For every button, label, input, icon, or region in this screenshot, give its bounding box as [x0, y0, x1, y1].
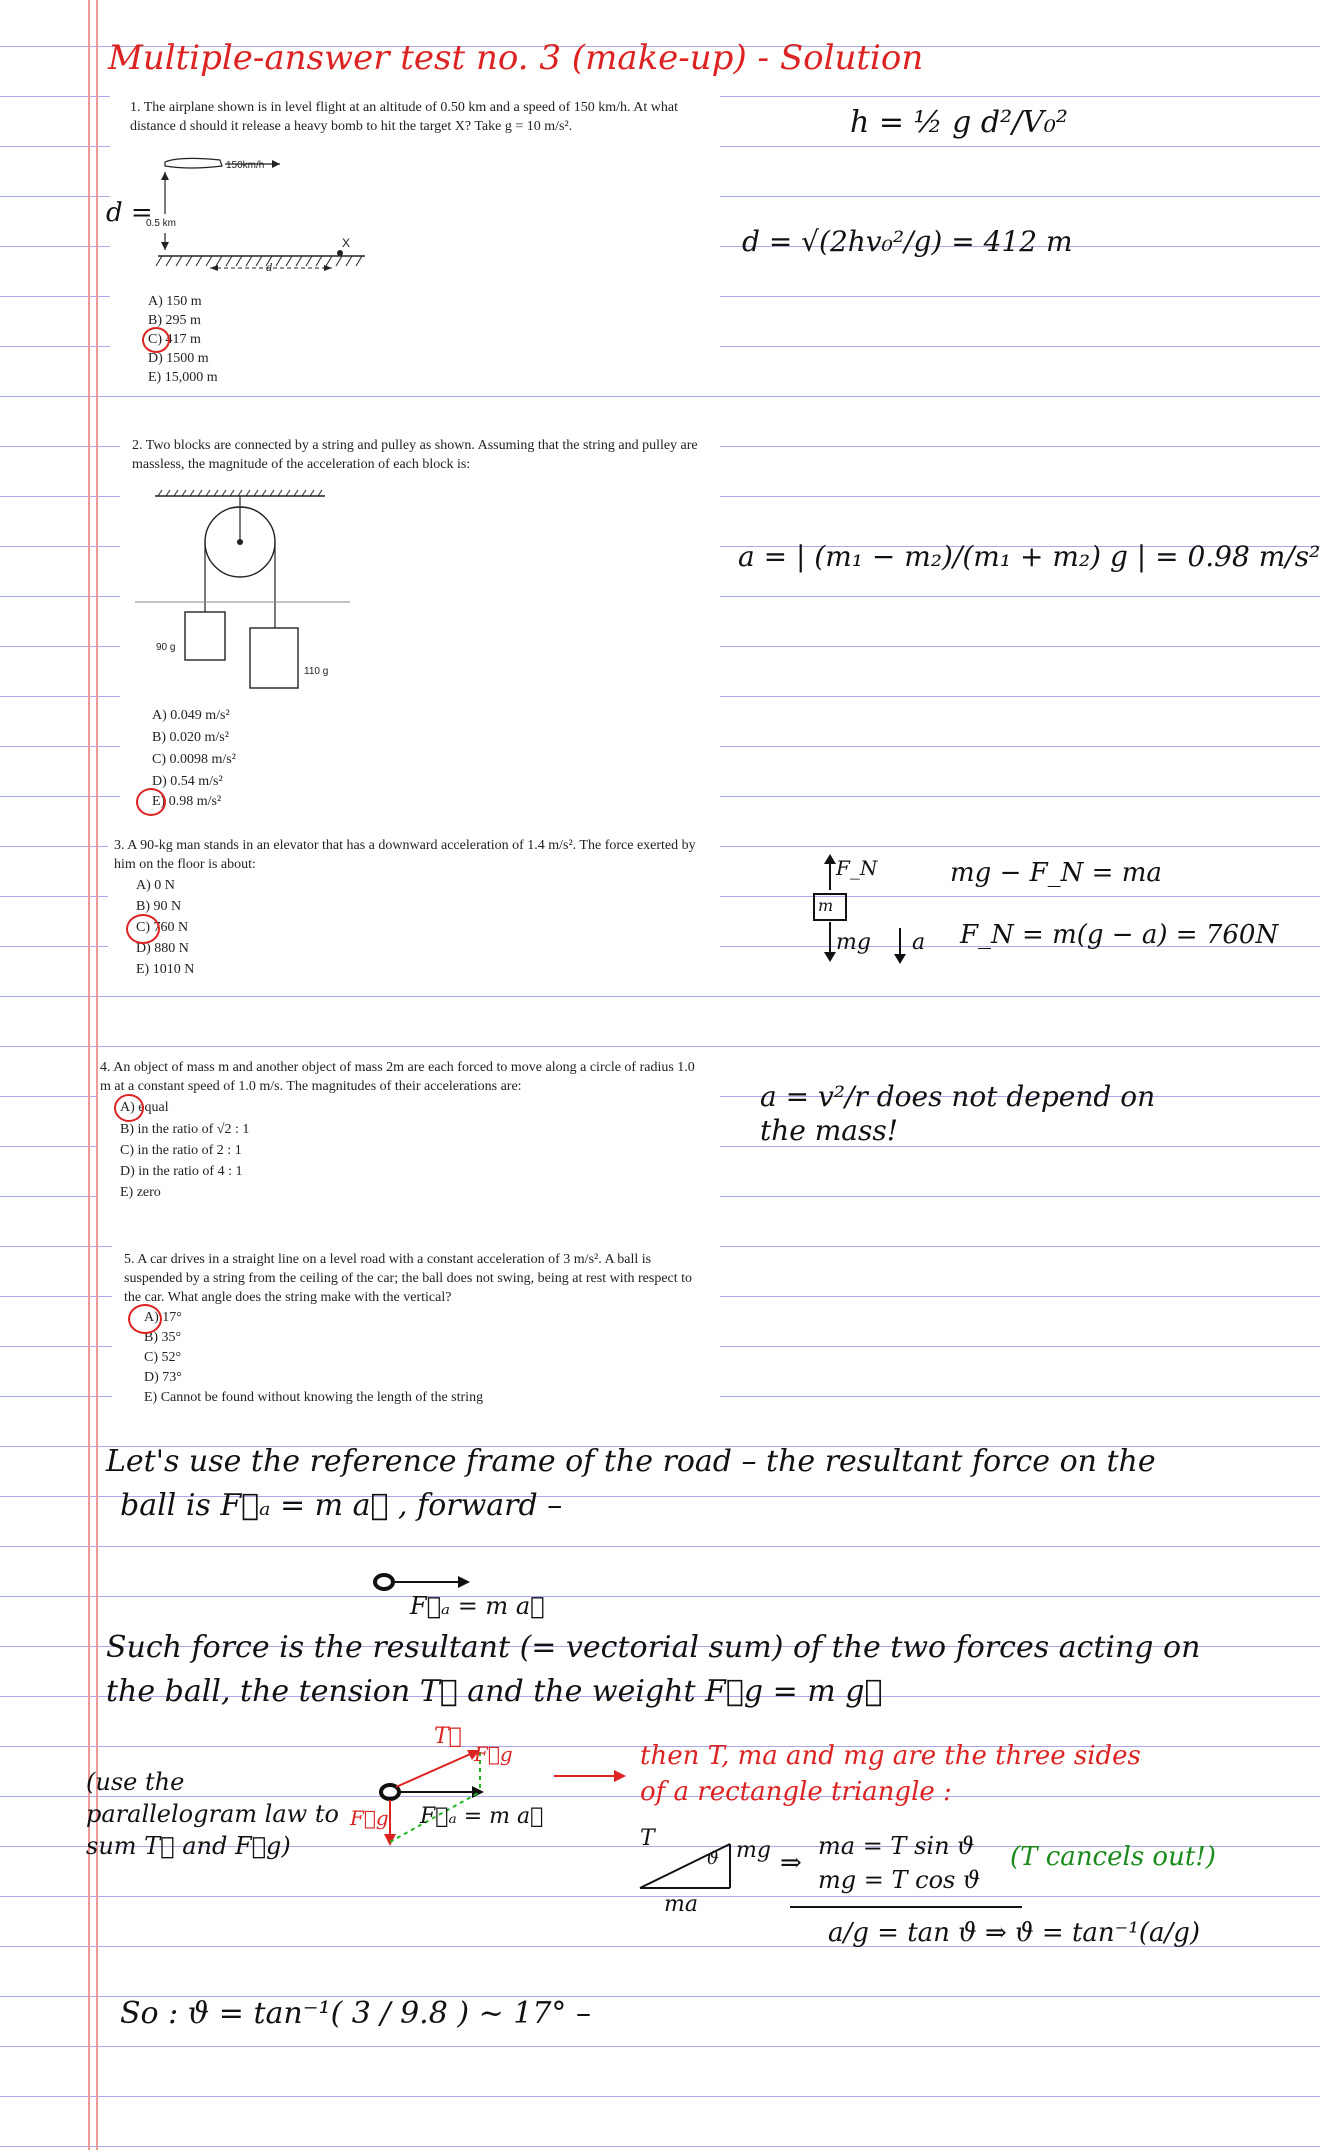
q3-solution-eq-2: F_N = m(g − a) = 760N — [960, 920, 1279, 950]
final-answer: So : ϑ = tan⁻¹( 3 / 9.8 ) ~ 17° – — [120, 1996, 591, 2031]
q4-option-b: B) in the ratio of √2 : 1 — [120, 1122, 250, 1137]
triangle-T-label: T — [640, 1826, 655, 1851]
q3-option-d: D) 880 N — [136, 941, 189, 956]
solution5-line-2: ball is F⃗ₐ = m a⃗ , forward – — [120, 1488, 563, 1523]
q3-fbd-accel-label: a — [912, 930, 926, 955]
q3-fbd-mass-label: m — [818, 896, 834, 915]
q3-option-a: A) 0 N — [136, 878, 175, 893]
page-title: Multiple-answer test no. 3 (make-up) - Solution — [108, 38, 924, 78]
question-2-text: 2. Two blocks are connected by a string and pulley as shown. Assuming that the string and pulley are massless, the magnitude of the acceleration of each block is: — [132, 438, 698, 472]
q3-fbd-weight-label: mg — [836, 930, 871, 955]
airplane-icon — [165, 158, 222, 168]
fig-speed-label: 150km/h — [226, 160, 265, 171]
diag-weight-label-left: F⃗g — [350, 1806, 389, 1830]
parallelogram-note: (use the parallelogram law to sum T⃗ and F⃗g) — [86, 1768, 339, 1860]
q4-option-c: C) in the ratio of 2 : 1 — [120, 1143, 242, 1158]
diag-tension-label: T⃗ — [434, 1724, 462, 1749]
fig-mass-1-label: 90 g — [156, 642, 176, 653]
q3-option-c: C) 760 N — [136, 920, 189, 935]
pulley-figure — [150, 490, 370, 710]
q3-answer-circle — [126, 914, 160, 944]
q4-answer-circle — [114, 1094, 144, 1122]
triangle-mg-label: mg — [736, 1838, 771, 1863]
q3-option-e: E) 1010 N — [136, 962, 195, 977]
q2-option-c: C) 0.0098 m/s² — [152, 752, 236, 767]
fig-mass-2-label: 110 g — [304, 666, 329, 677]
q1-option-e: E) 15,000 m — [148, 370, 218, 385]
q2-solution: a = | (m₁ − m₂)/(m₁ + m₂) g | = 0.98 m/s² — [738, 540, 1320, 573]
implies-arrow: ⇒ — [780, 1848, 802, 1878]
resultant-force-label: F⃗ₐ = m a⃗ — [410, 1592, 545, 1620]
fig-distance-label: d — [266, 260, 272, 274]
red-arrow — [550, 1766, 630, 1786]
solution5-line-1: Let's use the reference frame of the road – the resultant force on the — [106, 1444, 1156, 1479]
q2-answer-circle — [136, 788, 166, 816]
q4-option-a: A) equal — [120, 1100, 169, 1115]
question-4-panel — [98, 1054, 720, 1206]
cancels-note: (T cancels out!) — [1010, 1842, 1216, 1872]
q5-answer-circle — [128, 1304, 162, 1334]
q1-solution-height: h = ½ g d²/V₀² — [850, 105, 1068, 140]
q1-option-b: B) 295 m — [148, 313, 201, 328]
fig-target-label: X — [342, 236, 351, 250]
q5-option-d: D) 73° — [144, 1370, 182, 1385]
equation-ma: ma = T sin ϑ — [818, 1832, 975, 1860]
fig-altitude-label: 0.5 km — [146, 214, 176, 233]
q2-option-e: E) 0.98 m/s² — [152, 794, 222, 809]
q5-option-c: C) 52° — [144, 1350, 182, 1365]
q3-option-b: B) 90 N — [136, 899, 182, 914]
diag-weight-label-top: F⃗g — [474, 1742, 513, 1766]
q1-option-c: C) 417 m — [148, 332, 201, 347]
equation-divider — [790, 1906, 1022, 1908]
q3-solution-eq-1: mg − F_N = ma — [950, 858, 1162, 888]
solution5-line-4: the ball, the tension T⃗ and the weight F⃗g = m g⃗ — [106, 1674, 883, 1709]
q1-option-d: D) 1500 m — [148, 351, 209, 366]
q4-option-e: E) zero — [120, 1185, 161, 1200]
q5-option-b: B) 35° — [144, 1330, 182, 1345]
question-5-panel — [112, 1246, 720, 1408]
q4-option-d: D) in the ratio of 4 : 1 — [120, 1164, 243, 1179]
q1-option-a: A) 150 m — [148, 294, 202, 309]
q5-option-a: A) 17° — [144, 1310, 182, 1325]
question-1-text: 1. The airplane shown is in level flight at an altitude of 0.50 km and a speed of 150 km/h. At what distance d should it release a heavy bomb to hit the target X? Take g = 10 m/s². — [130, 100, 678, 134]
triangle-theta-label: ϑ — [706, 1848, 719, 1869]
question-2-panel — [120, 430, 720, 810]
q3-fbd-normal-label: F_N — [836, 856, 878, 880]
question-3-panel — [108, 830, 720, 980]
question-4-text: 4. An object of mass m and another object of mass 2m are each forced to move along a circle of radius 1.0 m at a constant speed of 1.0 m/s. The magnitudes of their accelerations are: — [100, 1060, 695, 1094]
triangle-ma-label: ma — [664, 1892, 698, 1917]
q1-hand-d: d = — [106, 198, 153, 228]
question-5-text: 5. A car drives in a straight line on a level road with a constant acceleration of 3 m/s². A ball is suspended by a string from the ceiling of the car; the ball does not swing, being at rest with respect to the car. What angle does the string make with the vertical? — [124, 1252, 693, 1305]
q1-answer-circle — [142, 327, 170, 353]
q1-solution-distance: d = √(2hv₀²/g) = 412 m — [742, 225, 1073, 258]
diag-resultant-label: F⃗ₐ = m a⃗ — [420, 1804, 544, 1829]
equation-mg: mg = T cos ϑ — [818, 1866, 981, 1894]
block-90g — [185, 612, 225, 660]
q5-option-e: E) Cannot be found without knowing the length of the string — [144, 1390, 484, 1405]
question-3-text: 3. A 90-kg man stands in an elevator that has a downward acceleration of 1.4 m/s². The force exerted by him on the floor is about: — [114, 838, 696, 872]
q2-option-a: A) 0.049 m/s² — [152, 708, 230, 723]
question-1-panel — [110, 92, 720, 388]
solution5-line-3: Such force is the resultant (= vectorial sum) of the two forces acting on — [106, 1630, 1201, 1665]
q2-option-b: B) 0.020 m/s² — [152, 730, 229, 745]
q4-solution: a = v²/r does not depend on the mass! — [760, 1080, 1156, 1147]
q2-option-d: D) 0.54 m/s² — [152, 774, 223, 789]
triangle-note: then T, ma and mg are the three sides of a rectangle triangle : — [640, 1741, 1141, 1807]
equation-tan: a/g = tan ϑ ⇒ ϑ = tan⁻¹(a/g) — [828, 1918, 1201, 1948]
block-110g — [250, 628, 298, 688]
